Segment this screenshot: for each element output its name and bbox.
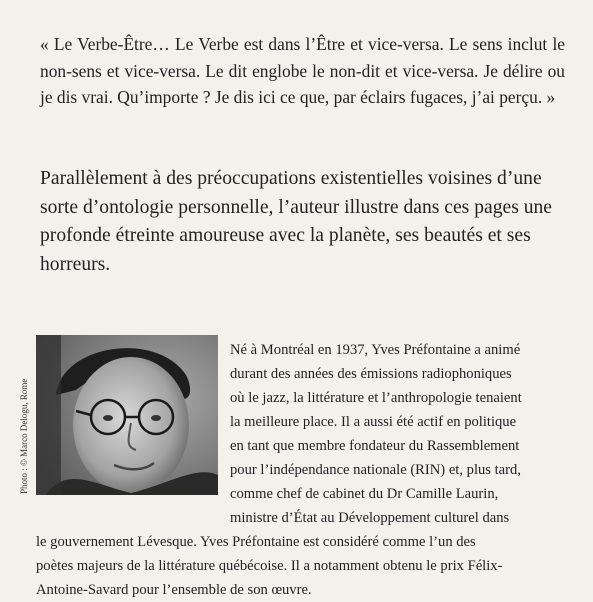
author-portrait-image — [36, 335, 218, 495]
bio-line: Antoine-Savard pour l’ensemble de son œuvre. — [36, 582, 312, 598]
bio-line: la meilleure place. Il a aussi été actif en politique — [230, 414, 517, 430]
bio-line: durant des années des émissions radiophoniques — [230, 366, 512, 382]
photo-credit: Photo : © Marco Delogu, Rome — [19, 378, 29, 494]
author-photo — [36, 335, 218, 495]
bio-line: Né à Montréal en 1937, Yves Préfontaine a animé — [230, 342, 521, 358]
bio-line: pour l’indépendance nationale (RIN) et, plus tard, — [230, 462, 521, 478]
bio-line: en tant que membre fondateur du Rassemblement — [230, 438, 520, 454]
bio-line: où le jazz, la littérature et l’anthropologie tenaient — [230, 390, 522, 406]
quote-text: « Le Verbe-Être… Le Verbe est dans l’Être et vice-versa. Le sens inclut le non-sens et vice-versa. Le dit englobe le non-dit et vice-versa. Je délire ou je dis vrai. Qu’importe ? Je dis ici ce que, par éclairs fugaces, j’ai perçu. » — [40, 34, 565, 107]
bio-line: ministre d’État au Développement culturel dans — [230, 510, 510, 526]
description-paragraph: Parallèlement à des préoccupations existentielles voisines d’une sorte d’ontologie personnelle, l’auteur illustre dans ces pages une profonde étreinte amoureuse avec la planète, ses beautés et ses horreurs. — [40, 168, 553, 275]
bio-line: le gouvernement Lévesque. Yves Préfontaine est considéré comme l’un des — [36, 534, 476, 550]
bio-line: poètes majeurs de la littérature québécoise. Il a notamment obtenu le prix Félix- — [36, 558, 503, 574]
bio-line: comme chef de cabinet du Dr Camille Laurin, — [230, 486, 499, 502]
